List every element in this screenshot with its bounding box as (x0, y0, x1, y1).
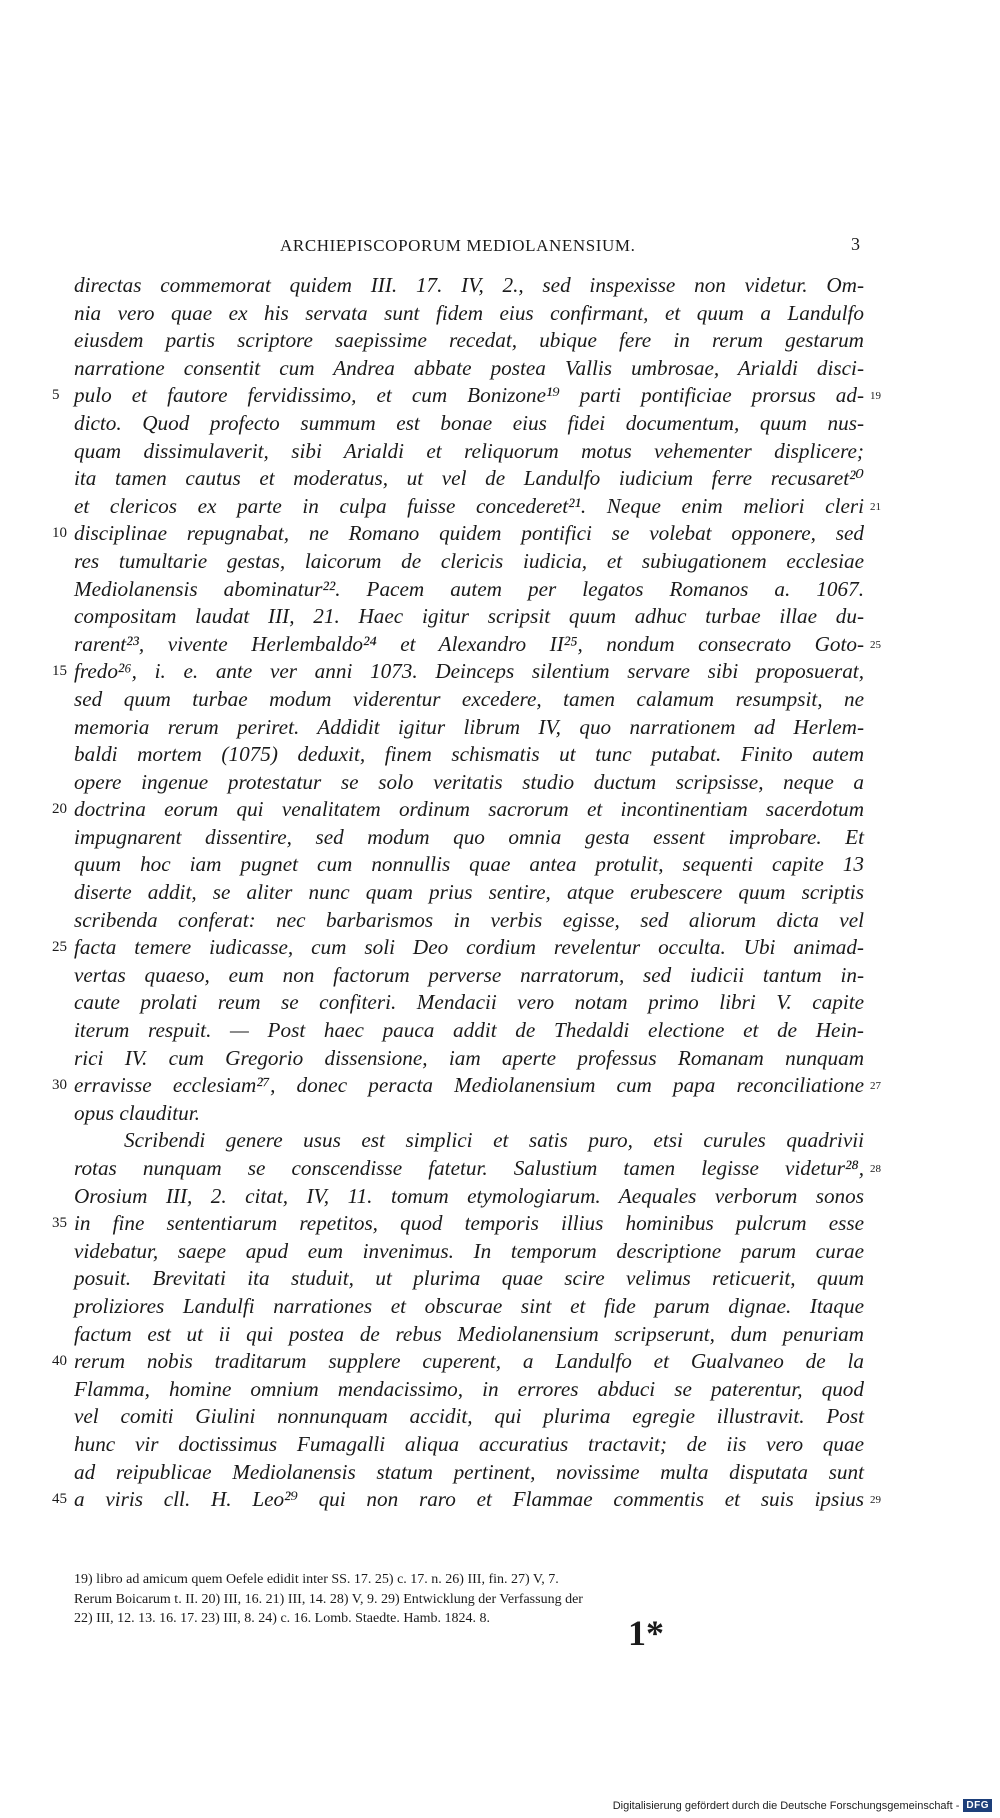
line-text: pulo et fautore fervidissimo, et cum Bonizone¹⁹ parti pontificiae prorsus ad- (74, 383, 864, 408)
footnote-line: 22) III, 12. 13. 16. 17. 23) III, 8. 24) c. 16. Lomb. Staedte. Hamb. 1824. 8. (74, 1611, 491, 1626)
footnote-line: Rerum Boicarum t. II. 20) III, 16. 21) III, 14. 28) V, 9. 29) Entwicklung der Verfassung der (74, 1591, 583, 1607)
line-number: 20 (52, 801, 67, 818)
text-line (74, 907, 864, 935)
text-line (74, 1238, 864, 1266)
line-text: ad reipublicae Mediolanensis statum pertinent, novissime multa disputata sunt (74, 1459, 864, 1484)
line-text: et clericos ex parte in culpa fuisse concederet²¹. Neque enim meliori cleri (74, 493, 864, 518)
text-line (74, 1403, 864, 1431)
line-text: compositam laudat III, 21. Haec igitur scripsit quum adhuc turbae illae du- (74, 604, 864, 629)
text-line (52, 1486, 881, 1514)
margin-footnote-ref: 29 (870, 1494, 881, 1507)
text-line (74, 465, 864, 493)
line-text: sed quum turbae modum viderentur excedere, tamen calamum resumpsit, ne (74, 686, 864, 711)
line-text: hunc vir doctissimus Fumagalli aliqua accuratius tractavit; de iis vero quae (74, 1431, 864, 1456)
page-number: 3 (851, 234, 861, 254)
text-line (52, 796, 864, 824)
margin-footnote-ref: 19 (870, 390, 881, 403)
line-text: nia vero quae ex his servata sunt fidem eius confirmant, et quum a Landulfo (74, 300, 864, 325)
line-text: rerum nobis traditarum supplere cuperent, a Landulfo et Gualvaneo de la (74, 1349, 864, 1374)
line-text: Scribendi genere usus est simplici et satis puro, etsi curules quadrivii (124, 1128, 864, 1153)
margin-footnote-ref: 28 (870, 1163, 881, 1175)
line-text: quam dissimulaverit, sibi Arialdi et reliquorum motus vehementer displicere; (74, 438, 864, 463)
text-line (74, 1045, 864, 1073)
text-line (52, 934, 864, 962)
text-line (74, 824, 864, 852)
line-number: 45 (52, 1491, 67, 1508)
text-line (74, 576, 864, 604)
line-text: impugnarent dissentire, sed modum quo omnia gesta essent improbare. Et (74, 824, 864, 849)
text-line (74, 1293, 864, 1321)
text-line (74, 438, 864, 466)
signature-mark: 1* (628, 1613, 664, 1653)
text-line (74, 714, 864, 742)
line-text: Mediolanensis abominatur²². Pacem autem per legatos Romanos a. 1067. (74, 576, 864, 601)
text-line (74, 879, 864, 907)
line-number: 10 (52, 525, 67, 542)
text-line (74, 300, 864, 328)
running-head (0, 232, 1000, 258)
text-line (74, 272, 864, 300)
line-text: rici IV. cum Gregorio dissensione, iam aperte professus Romanam nunquam (74, 1045, 864, 1070)
digitization-credit (613, 1799, 992, 1812)
line-text: erravisse ecclesiam²⁷, donec peracta Mediolanensium cum papa reconciliatione (74, 1073, 864, 1098)
line-text: baldi mortem (1075) deduxit, finem schismatis ut tunc putabat. Finito autem (74, 742, 864, 767)
text-line (74, 851, 864, 879)
text-line (52, 658, 864, 686)
text-line (74, 1127, 864, 1155)
line-text: quum hoc iam pugnet cum nonnullis quae antea protulit, sequenti capite 13 (74, 852, 864, 877)
text-line (74, 686, 864, 714)
text-line (52, 520, 864, 548)
line-number: 15 (52, 663, 67, 680)
line-text: opus clauditur. (74, 1100, 200, 1125)
line-text: Orosium III, 2. citat, IV, 11. tomum etymologiarum. Aequales verborum sonos (74, 1183, 864, 1208)
line-number: 40 (52, 1353, 67, 1370)
line-text: res tumultarie gestas, laicorum de clericis iudicia, et subiugationem ecclesiae (74, 548, 864, 573)
text-line (74, 1155, 881, 1183)
text-line (74, 355, 864, 383)
text-line (52, 1348, 864, 1376)
line-text: Flamma, homine omnium mendacissimo, in errores abduci se paterentur, quod (74, 1376, 864, 1401)
line-text: in fine sententiarum repetitos, quod temporis illius hominibus pulcrum esse (74, 1211, 864, 1236)
margin-footnote-ref: 27 (870, 1080, 881, 1093)
line-text: videbatur, saepe apud eum invenimus. In temporum descriptione parum curae (74, 1238, 864, 1263)
line-text: vel comiti Giulini nonnunquam accidit, qui plurima egregie illustravit. Post (74, 1404, 864, 1429)
text-line (74, 1100, 864, 1128)
line-text: opere ingenue protestatur se solo veritatis studio ductum scripsisse, neque a (74, 769, 864, 794)
line-text: vertas quaeso, eum non factorum perverse narratorum, sed iudicii tantum in- (74, 962, 864, 987)
line-text: facta temere iudicasse, cum soli Deo cordium revelentur occulta. Ubi animad- (74, 935, 864, 960)
line-text: rotas nunquam se conscendisse fatetur. Salustium tamen legisse videtur²⁸, (74, 1156, 864, 1180)
line-number: 25 (52, 939, 67, 956)
line-number: 30 (52, 1077, 67, 1094)
line-number: 35 (52, 1215, 67, 1232)
text-line (52, 382, 881, 410)
text-line (74, 769, 864, 797)
text-line (52, 1072, 881, 1100)
line-text: directas commemorat quidem III. 17. IV, 2., sed inspexisse non videtur. Om- (74, 273, 864, 297)
line-text: fredo²⁶, i. e. ante ver anni 1073. Deinceps silentium servare sibi proposuerat, (74, 659, 864, 684)
text-line (74, 1459, 864, 1487)
footnotes (74, 1570, 864, 1629)
dfg-logo-icon: DFG (963, 1799, 992, 1812)
line-text: iterum respuit. — Post haec pauca addit de Thedaldi electione et de Hein- (74, 1018, 864, 1043)
text-line (74, 548, 864, 576)
text-line (74, 410, 864, 438)
credit-text: Digitalisierung gefördert durch die Deutsche Forschungsgemeinschaft - (612, 1799, 960, 1812)
text-line (74, 741, 864, 769)
line-text: caute prolati reum se confiteri. Mendacii vero notam primo libri V. capite (74, 990, 864, 1015)
body-text (52, 272, 881, 1514)
text-line (74, 1431, 864, 1459)
text-line (74, 1017, 864, 1045)
text-line (74, 1321, 864, 1349)
line-text: a viris cll. H. Leo²⁹ qui non raro et Flammae commentis et suis ipsius (74, 1487, 864, 1512)
text-line (74, 493, 881, 521)
text-line (74, 631, 881, 659)
text-line (74, 962, 864, 990)
line-text: posuit. Brevitati ita studuit, ut plurima quae scire velimus reticuerit, quum (74, 1266, 864, 1291)
line-text: narratione consentit cum Andrea abbate postea Vallis umbrosae, Arialdi disci- (74, 355, 864, 380)
line-text: proliziores Landulfi narrationes et obscurae sint et fide parum dignae. Itaque (74, 1293, 864, 1318)
running-title: ARCHIEPISCOPORUM MEDIOLANENSIUM. (280, 236, 636, 255)
footnote-line: 19) libro ad amicum quem Oefele edidit inter SS. 17. 25) c. 17. n. 26) III, fin. 27) V, 7. (74, 1572, 559, 1587)
line-text: dicto. Quod profecto summum est bonae eius fidei documentum, quum nus- (74, 410, 864, 435)
margin-footnote-ref: 25 (870, 638, 881, 651)
line-text: memoria rerum periret. Addidit igitur librum IV, quo narrationem ad Herlem- (74, 714, 864, 739)
text-line (52, 1210, 864, 1238)
text-line (74, 1183, 864, 1211)
text-line (74, 327, 864, 355)
line-text: scribenda conferat: nec barbarismos in verbis egisse, sed aliorum dicta vel (74, 907, 864, 932)
text-line (74, 1376, 864, 1404)
text-line (74, 989, 864, 1017)
text-line (74, 1265, 864, 1293)
margin-footnote-ref: 21 (870, 500, 881, 513)
text-line (74, 603, 864, 631)
line-text: ita tamen cautus et moderatus, ut vel de Landulfo iudicium ferre recusaret²⁰ (74, 466, 864, 491)
line-text: doctrina eorum qui venalitatem ordinum sacrorum et incontinentiam sacerdotum (74, 797, 864, 822)
line-text: rarent²³, vivente Herlembaldo²⁴ et Alexandro II²⁵, nondum consecrato Goto- (74, 631, 864, 656)
line-text: disciplinae repugnabat, ne Romano quidem pontifici se volebat opponere, sed (74, 521, 864, 546)
line-text: eiusdem partis scriptore saepissime recedat, ubique fere in rerum gestarum (74, 328, 864, 353)
line-text: diserte addit, se aliter nunc quam prius sentire, atque erubescere quum scriptis (74, 880, 864, 905)
line-text: factum est ut ii qui postea de rebus Mediolanensium scripserunt, dum penuriam (74, 1321, 864, 1346)
line-number: 5 (52, 387, 60, 404)
